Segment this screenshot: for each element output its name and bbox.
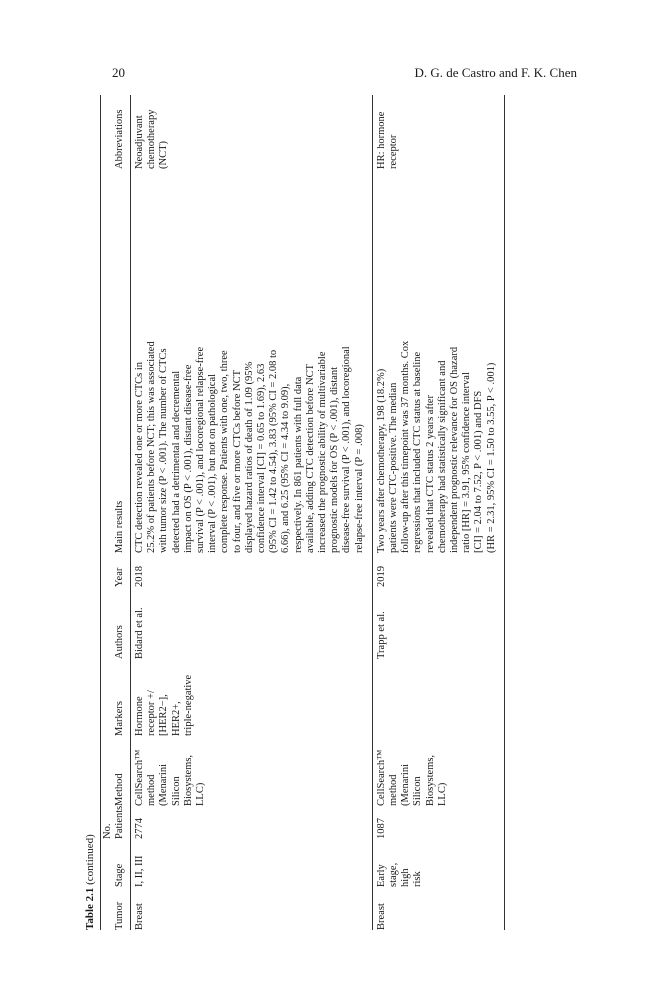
cell-main-results-line: Two years after chemotherapy, 198 (18.2%)	[375, 368, 387, 553]
cell-markers-line: triple-negative	[182, 674, 194, 736]
header-patients	[102, 806, 126, 839]
running-head: D. G. de Castro and F. K. Chen	[414, 65, 577, 80]
cell-stage-line: Early	[375, 864, 387, 887]
cell-main-results-line: complete response. Patients with one, two, three	[219, 350, 231, 553]
cell-stage-line: I, II, III	[134, 855, 145, 887]
header-patients-line2: Patients	[113, 805, 125, 839]
cell-main-results-line: detected had a detrimental and decremental	[170, 370, 182, 553]
cell-main-results-line: interval (P < .001), but not on pathological	[207, 373, 219, 553]
cell-main-results-line: relapse-free interval (P = .008)	[353, 424, 365, 553]
cell-main-results-line: with tumor size (P < .001). The number of CTCs	[158, 348, 170, 553]
page-number: 20	[112, 65, 125, 80]
table-caption	[84, 95, 100, 930]
cell-method-line: CellSearch™	[375, 749, 387, 806]
cell-markers-line: HER2+,	[170, 701, 182, 736]
cell-main-results-line: [CI] = 2.04 to 7.52, P < .001) and DFS	[473, 390, 485, 553]
table	[84, 95, 505, 930]
cell-authors: Bidard et al.	[134, 607, 145, 659]
table-row-rule	[504, 95, 505, 930]
cell-method-line: LLC)	[195, 782, 207, 806]
cell-markers	[376, 659, 498, 736]
cell-stage-line: risk	[412, 871, 424, 887]
cell-main-results-line: increased the prognostic ability of multivariable	[317, 351, 329, 553]
cell-abbreviations-line: (NCT)	[158, 141, 170, 169]
cell-markers-line: Hormone	[134, 696, 145, 736]
cell-stage-line: stage, high	[388, 862, 412, 887]
cell-method-line: method	[388, 774, 400, 806]
cell-patients: 2774	[134, 818, 145, 839]
cell-abbreviations-line: receptor	[388, 134, 400, 169]
cell-method-line: LLC)	[436, 782, 448, 806]
header-patients-line1: No.	[101, 823, 113, 839]
header-stage: Stage	[113, 863, 125, 887]
cell-markers-line: [HER2−],	[158, 694, 170, 736]
cell-stage	[134, 839, 366, 887]
cell-abbreviations-line: chemotherapy	[146, 109, 158, 169]
cell-main-results-line: ratio [HR] = 3.91, 95% confidence interval	[461, 372, 473, 553]
cell-main-results-line: survival (P < .001), and locoregional relapse-free	[195, 346, 207, 553]
header-main-results: Main results	[113, 500, 125, 553]
cell-patients: 1087	[375, 818, 387, 839]
cell-main-results-line: impact on OS (P < .001), distant disease-free	[182, 364, 194, 553]
cell-method-line: Silicon	[170, 776, 182, 806]
cell-main-results-line: 25.2% of patients before NCT; this was associated	[146, 341, 158, 553]
cell-main-results-line: displayed hazard ratios of death of 1.09 (95%	[243, 361, 255, 553]
table-row	[373, 95, 504, 930]
cell-year: 2019	[375, 566, 387, 587]
cell-main-results-line: available, adding CTC detection before NCT	[304, 364, 316, 553]
cell-year: 2018	[134, 566, 145, 587]
header-method: Method	[113, 773, 125, 806]
cell-method	[134, 736, 366, 806]
cell-method-line: method	[146, 774, 158, 806]
cell-method-line: Biosystems,	[424, 754, 436, 806]
cell-main-results-line: confidence interval [CI] = 0.65 to 1.69), 2.63	[256, 363, 268, 553]
header-markers: Markers	[113, 701, 125, 736]
cell-main-results-line: 6.66), and 6.25 (95% CI = 4.34 to 9.09),	[280, 383, 292, 553]
cell-method-line: CellSearch™	[134, 749, 145, 806]
cell-main-results-line: patients were CTC-positive. The median	[388, 382, 400, 553]
cell-markers	[134, 659, 366, 736]
table-row	[131, 95, 372, 930]
cell-main-results	[134, 169, 366, 553]
cell-main-results-line: independent prognostic relevance for OS (hazard	[449, 346, 461, 553]
cell-abbreviations	[134, 95, 366, 169]
header-year: Year	[113, 567, 125, 587]
cell-method-line: (Menarini	[400, 764, 412, 806]
cell-main-results-line: to four, and five or more CTCs before NCT	[231, 370, 243, 553]
header-abbreviations: Abbreviations	[113, 109, 125, 169]
cell-main-results-line: (95% CI = 1.42 to 4.54), 3.83 (95% CI = 2.08 to	[268, 349, 280, 553]
table-body	[131, 95, 505, 930]
cell-method-line: Silicon	[412, 776, 424, 806]
table-header-row	[101, 95, 130, 930]
cell-main-results	[376, 169, 498, 553]
cell-main-results-line: (HR = 2.31, 95% CI = 1.50 to 3.55, P < .001)	[485, 362, 497, 553]
cell-main-results-line: chemotherapy had statistically significant and	[436, 360, 448, 553]
cell-abbreviations-line: HR: hormone	[375, 111, 387, 169]
cell-markers-line: receptor +/	[146, 690, 158, 736]
cell-method	[376, 736, 498, 806]
header-tumor: Tumor	[113, 901, 125, 930]
cell-main-results-line: CTC detection revealed one or more CTCs in	[134, 362, 145, 553]
cell-authors: Trapp et al.	[375, 611, 387, 659]
cell-method-line: (Menarini	[158, 764, 170, 806]
table-label: Table 2.1	[84, 887, 96, 930]
cell-main-results-line: revealed that CTC status 2 years after	[424, 394, 436, 553]
header-authors: Authors	[113, 625, 125, 659]
cell-tumor: Breast	[134, 903, 145, 930]
cell-main-results-line: regressions that included CTC status at baseline	[412, 351, 424, 553]
cell-abbreviations-line: Neoadjuvant	[134, 115, 145, 169]
cell-method-line: Biosystems,	[182, 754, 194, 806]
cell-main-results-line: prognostic models for OS (P < .001), distant	[329, 366, 341, 553]
cell-stage	[376, 839, 498, 887]
cell-main-results-line: follow-up after this timepoint was 37 months. Cox	[400, 340, 412, 553]
cell-main-results-line: respectively. In 861 patients with full data	[292, 376, 304, 553]
table-continued: (continued)	[84, 834, 96, 885]
cell-main-results-line: disease-free survival (P < .001), and locoregional	[341, 346, 353, 553]
cell-abbreviations	[376, 95, 498, 169]
cell-tumor: Breast	[375, 903, 387, 930]
